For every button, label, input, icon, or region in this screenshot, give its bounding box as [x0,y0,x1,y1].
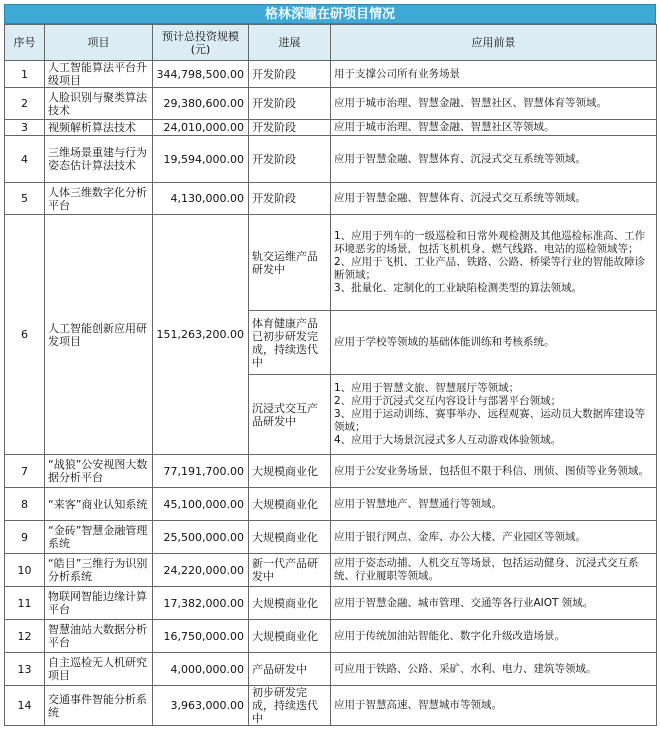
row-progress: 开发阶段 [249,183,331,215]
table-row [5,215,657,311]
row-project: 三维场景重建与行为姿态估计算法技术 [45,136,153,183]
row-no: 8 [5,488,45,521]
row-progress: 体育健康产品已初步研发完成，持续迭代中 [249,311,331,375]
row-investment: 24,220,000.00 [153,554,249,587]
row-project: “来客”商业认知系统 [45,488,153,521]
row-progress: 新一代产品研发中 [249,554,331,587]
row-no: 10 [5,554,45,587]
row-application: 应用于智慧金融、智慧体育、沉浸式交互系统等领域。 [331,136,657,183]
header-progress: 进展 [249,25,331,61]
application-line: 1、应用于列车的一级巡检和日常外观检测及其他巡检标准高、工作环境恶劣的场景，包括飞机机身、燃气线路、电站的巡检领域等； [334,230,646,255]
row-investment: 25,500,000.00 [153,521,249,554]
row-application: 应用于智慧金融、城市管理、交通等各行业AIOT 领域。 [331,587,657,620]
table-row [5,120,657,136]
row-application: 应用于城市治理、智慧金融、智慧社区等领域。 [331,120,657,136]
row-application: 应用于传统加油站智能化、数字化升级改造场景。 [331,620,657,653]
row-investment: 45,100,000.00 [153,488,249,521]
row-investment: 4,000,000.00 [153,653,249,686]
projects-table [4,24,657,726]
row-progress: 开发阶段 [249,136,331,183]
header-no: 序号 [5,25,45,61]
row-no: 5 [5,183,45,215]
row-investment: 151,263,200.00 [153,215,249,455]
row-no: 6 [5,215,45,455]
row-application: 应用于城市治理、智慧金融、智慧社区、智慧体育等领域。 [331,88,657,120]
row-project: “皓目”三维行为识别分析系统 [45,554,153,587]
row-progress: 沉浸式交互产品研发中 [249,375,331,455]
application-line: 2、应用于沉浸式交互内容设计与部署平台领域； [334,395,562,407]
row-application [331,215,657,311]
row-no: 13 [5,653,45,686]
row-investment: 3,963,000.00 [153,686,249,726]
table-row [5,136,657,183]
row-project: “战狼”公安视图大数据分析平台 [45,455,153,488]
row-no: 3 [5,120,45,136]
row-application: 应用于姿态动捕、人机交互等场景，包括运动健身、沉浸式交互系统、行业履职等领域。 [331,554,657,587]
row-application: 可应用于铁路、公路、采矿、水利、电力、建筑等领域。 [331,653,657,686]
header-row [5,25,657,61]
row-progress: 轨交运维产品研发中 [249,215,331,311]
row-no: 4 [5,136,45,183]
table-row [5,455,657,488]
row-project: 智慧油站大数据分析平台 [45,620,153,653]
row-investment: 16,750,000.00 [153,620,249,653]
table-row [5,620,657,653]
projects-table-container [4,4,656,726]
row-investment: 4,130,000.00 [153,183,249,215]
application-line: 2、应用于飞机、工业产品、铁路、公路、桥梁等行业的智能故障诊断领域； [334,256,646,281]
row-project: 人脸识别与聚类算法技术 [45,88,153,120]
row-investment: 17,382,000.00 [153,587,249,620]
application-line: 3、批量化、定制化的工业缺陷检测类型的算法领域。 [334,282,583,294]
table-row [5,554,657,587]
row-application: 应用于银行网点、金库、办公大楼、产业园区等领域。 [331,521,657,554]
row-progress: 大规模商业化 [249,488,331,521]
row-project: 人体三维数字化分析平台 [45,183,153,215]
row-application: 应用于智慧金融、智慧体育、沉浸式交互系统等领域。 [331,183,657,215]
header-investment: 预计总投资规模 (元) [153,25,249,61]
row-application: 应用于智慧高速、智慧城市等领域。 [331,686,657,726]
row-project: 视频解析算法技术 [45,120,153,136]
row-application: 应用于公安业务场景，包括但不限于科信、刑侦、图侦等业务领域。 [331,455,657,488]
row-project: 人工智能创新应用研发项目 [45,215,153,455]
table-row [5,587,657,620]
row-investment: 19,594,000.00 [153,136,249,183]
row-progress: 开发阶段 [249,61,331,88]
application-line: 3、应用于运动训练、赛事举办、远程观赛、运动员大数据库建设等领域； [334,408,646,433]
row-progress: 产品研发中 [249,653,331,686]
row-no: 7 [5,455,45,488]
header-project: 项目 [45,25,153,61]
row-no: 14 [5,686,45,726]
table-row [5,653,657,686]
row-application: 应用于智慧地产、智慧通行等领域。 [331,488,657,521]
row-project: 交通事件智能分析系统 [45,686,153,726]
row-project: 物联网智能边缘计算平台 [45,587,153,620]
row-progress: 开发阶段 [249,120,331,136]
application-line: 1、应用于智慧文旅、智慧展厅等领域； [334,382,520,394]
row-investment: 77,191,700.00 [153,455,249,488]
row-application [331,375,657,455]
row-investment: 24,010,000.00 [153,120,249,136]
row-investment: 344,798,500.00 [153,61,249,88]
row-progress: 开发阶段 [249,88,331,120]
application-line: 应用于学校等领域的基础体能训练和考核系统。 [334,336,555,348]
header-application: 应用前景 [331,25,657,61]
row-project: 自主巡检无人机研究项目 [45,653,153,686]
row-no: 11 [5,587,45,620]
row-application: 用于支撑公司所有业务场景 [331,61,657,88]
row-investment: 29,380,600.00 [153,88,249,120]
table-row [5,521,657,554]
row-progress: 大规模商业化 [249,455,331,488]
table-row [5,488,657,521]
table-title: 格林深瞳在研项目情况 [4,4,656,24]
row-progress: 大规模商业化 [249,620,331,653]
row-application [331,311,657,375]
row-project: “金砖”智慧金融管理系统 [45,521,153,554]
row-no: 2 [5,88,45,120]
application-line: 4、应用于大场景沉浸式多人互动游戏体验领域。 [334,434,562,446]
row-progress: 初步研发完成，持续迭代中 [249,686,331,726]
row-no: 12 [5,620,45,653]
table-row [5,686,657,726]
row-progress: 大规模商业化 [249,587,331,620]
table-row [5,61,657,88]
row-no: 9 [5,521,45,554]
table-row [5,183,657,215]
table-row [5,88,657,120]
row-progress: 大规模商业化 [249,521,331,554]
row-project: 人工智能算法平台升级项目 [45,61,153,88]
row-no: 1 [5,61,45,88]
